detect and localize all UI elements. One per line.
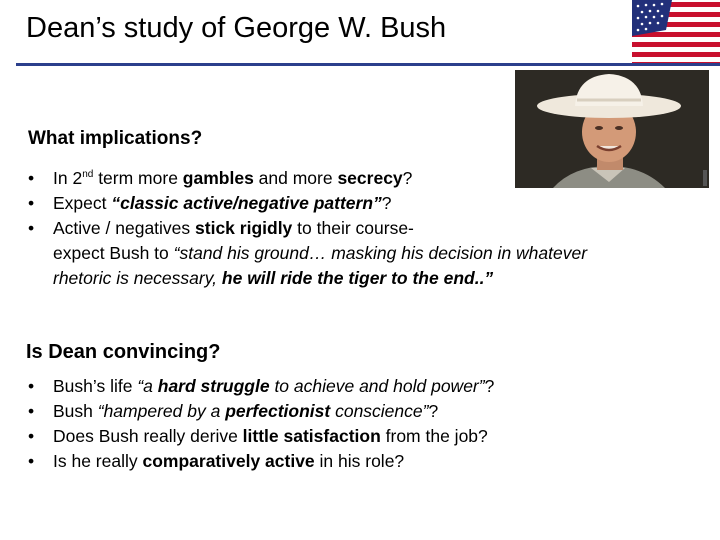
bullet-dot: • (28, 401, 35, 421)
bullet-dot: • (28, 451, 35, 471)
list-item-continuation: expect Bush to “stand his ground… masking his decision in whatever (53, 243, 588, 263)
list-item: • Expect “classic active/negative pattern”? (28, 191, 587, 216)
implications-list (28, 166, 587, 291)
us-flag-icon (632, 0, 720, 66)
list-item: • In 2nd term more gambles and more secrecy? (28, 166, 587, 191)
slide-title: Dean’s study of George W. Bush (26, 12, 447, 44)
bullet-dot: • (28, 193, 35, 213)
bullet-dot: • (28, 376, 35, 396)
list-item: • Bush “hampered by a perfectionist conscience”? (28, 399, 494, 424)
list-item: • Active / negatives stick rigidly to their course- expect Bush to “stand his ground… masking his decision in whatever rhetoric is necessary, he will ride the tiger to the end..” (28, 216, 587, 291)
bullet-dot: • (28, 168, 35, 188)
list-item: • Is he really comparatively active in his role? (28, 449, 494, 474)
bullet-dot: • (28, 218, 35, 238)
bullet-dot: • (28, 426, 35, 446)
title-rule (16, 63, 720, 66)
list-item: • Does Bush really derive little satisfaction from the job? (28, 424, 494, 449)
list-item: • Bush’s life “a hard struggle to achieve and hold power”? (28, 374, 494, 399)
section-heading-convincing: Is Dean convincing? (26, 341, 221, 363)
list-item-continuation: rhetoric is necessary, he will ride the tiger to the end..” (53, 268, 494, 288)
section-heading-implications: What implications? (28, 128, 203, 149)
convincing-list (28, 374, 494, 474)
